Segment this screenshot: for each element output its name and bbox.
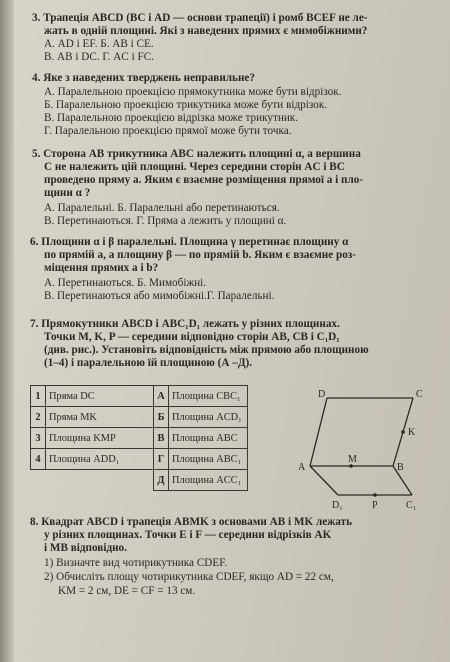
q5-line-2: C не належить цій площині. Через середини сторін AC і BC <box>44 161 345 173</box>
parallel-plane: Площина ABC <box>169 428 248 449</box>
answer-letter: Г <box>154 449 169 470</box>
page-binding-shadow <box>0 0 14 662</box>
q7-line-4: (1–4) і паралельною їй площиною (А –Д). <box>44 357 253 369</box>
parallel-plane: Площина ABC₁ <box>169 449 248 470</box>
parallel-plane: Площина ACC₁ <box>169 470 248 491</box>
q8-line-1: 8. Квадрат ABCD і трапеція ABMK з основами AB і MK лежать <box>30 516 353 528</box>
q6-line-1: 6. Площини α і β паралельні. Площина γ перетинає площину α <box>30 236 349 248</box>
q3-line-1: 3. Трапеція ABCD (BC і AD — основи трапеції) і ромб BCEF не ле- <box>32 12 368 24</box>
matching-row <box>31 449 248 470</box>
matching-row <box>31 428 248 449</box>
q5-options-2: В. Перетинаються. Г. Пряма a лежить у площині α. <box>44 215 287 227</box>
row-number: 3 <box>31 428 46 449</box>
label-d: D <box>318 389 326 400</box>
edge-ad1 <box>310 466 338 495</box>
q6-line-2: по прямій a, а площину β — по прямій b. Яким є взаємне роз- <box>44 249 357 261</box>
matching-row <box>31 470 248 491</box>
row-number: 1 <box>31 386 46 407</box>
answer-letter: Д <box>154 470 169 491</box>
q5-line-1: 5. Сторона AB трикутника ABC належить площині α, а вершина <box>32 148 361 160</box>
q7-line-1: 7. Прямокутники ABCD і ABC₁D₁ лежать у різних площинах. <box>30 318 340 330</box>
label-c1: C₁ <box>406 500 417 511</box>
q6-line-3: міщення прямих a і b? <box>44 262 159 274</box>
q4-line-1: 4. Яке з наведених тверджень неправильне? <box>32 72 255 84</box>
label-m: M <box>348 454 357 465</box>
answer-letter: А <box>154 386 169 407</box>
row-number: 4 <box>31 449 46 470</box>
parallel-plane: Площина ACD₁ <box>169 407 248 428</box>
line-or-plane: Площина ADD₁ <box>46 449 154 470</box>
rectangles-figure <box>290 388 425 513</box>
label-c: C <box>416 389 423 400</box>
q4-option-c: В. Паралельною проекцією відрізка може трикутник. <box>44 112 299 124</box>
matching-table <box>30 385 248 491</box>
point-k <box>401 430 405 434</box>
label-d1: D₁ <box>332 500 343 511</box>
q3-option-line-1: А. AD і EF. Б. AB і CE. <box>44 38 154 50</box>
q5-options-1: А. Паралельні. Б. Паралельні або перетинаються. <box>44 202 280 214</box>
parallel-plane: Площина CBC₁ <box>169 386 248 407</box>
q8-task-2-cont: KM = 2 см, DE = CF = 13 см. <box>58 585 196 597</box>
q3-option-line-2: В. AB і DC. Г. AC і FC. <box>44 51 154 63</box>
q4-option-d: Г. Паралельною проекцією прямої може бути точка. <box>44 125 292 137</box>
answer-letter: Б <box>154 407 169 428</box>
line-or-plane: Пряма DC <box>46 386 154 407</box>
q5-line-3: проведено пряму a. Яким є взаємне розміщення прямої a і пло- <box>44 174 364 186</box>
q8-line-2: у різних площинах. Точки E і F — середини відрізків AK <box>44 529 332 541</box>
point-p <box>373 493 377 497</box>
q4-option-a: А. Паралельною проекцією прямокутника може бути відрізок. <box>44 86 342 98</box>
q7-line-3: (див. рис.). Установіть відповідність між прямою або площиною <box>44 344 369 356</box>
q8-task-2: 2) Обчисліть площу чотирикутника CDEF, якщо AD = 22 см, <box>44 571 334 583</box>
q6-options-1: А. Перетинаються. Б. Мимобіжні. <box>44 277 207 289</box>
q8-task-1: 1) Визначте вид чотирикутника CDEF. <box>44 557 228 569</box>
q4-option-b: Б. Паралельною проекцією трикутника може бути відрізок. <box>44 99 328 111</box>
label-p: P <box>372 500 378 511</box>
matching-row <box>31 407 248 428</box>
edge-da <box>310 398 327 466</box>
q7-line-2: Точки M, K, P — середини відповідно сторін AB, CB і C₁D₁ <box>44 331 340 343</box>
line-or-plane: Пряма MK <box>46 407 154 428</box>
matching-row <box>31 386 248 407</box>
row-number: 2 <box>31 407 46 428</box>
q3-line-2: жать в одній площині. Які з наведених прямих є мимобіжними? <box>44 25 368 37</box>
q6-options-2: В. Перетинаються або мимобіжні.Г. Паралельні. <box>44 290 275 302</box>
label-a: A <box>298 462 306 473</box>
line-or-plane: Площина KMP <box>46 428 154 449</box>
label-k: K <box>408 427 416 438</box>
answer-letter: В <box>154 428 169 449</box>
q5-line-4: щини α ? <box>44 187 91 199</box>
label-b: B <box>397 462 404 473</box>
q8-line-3: і MB відповідно. <box>44 542 127 554</box>
